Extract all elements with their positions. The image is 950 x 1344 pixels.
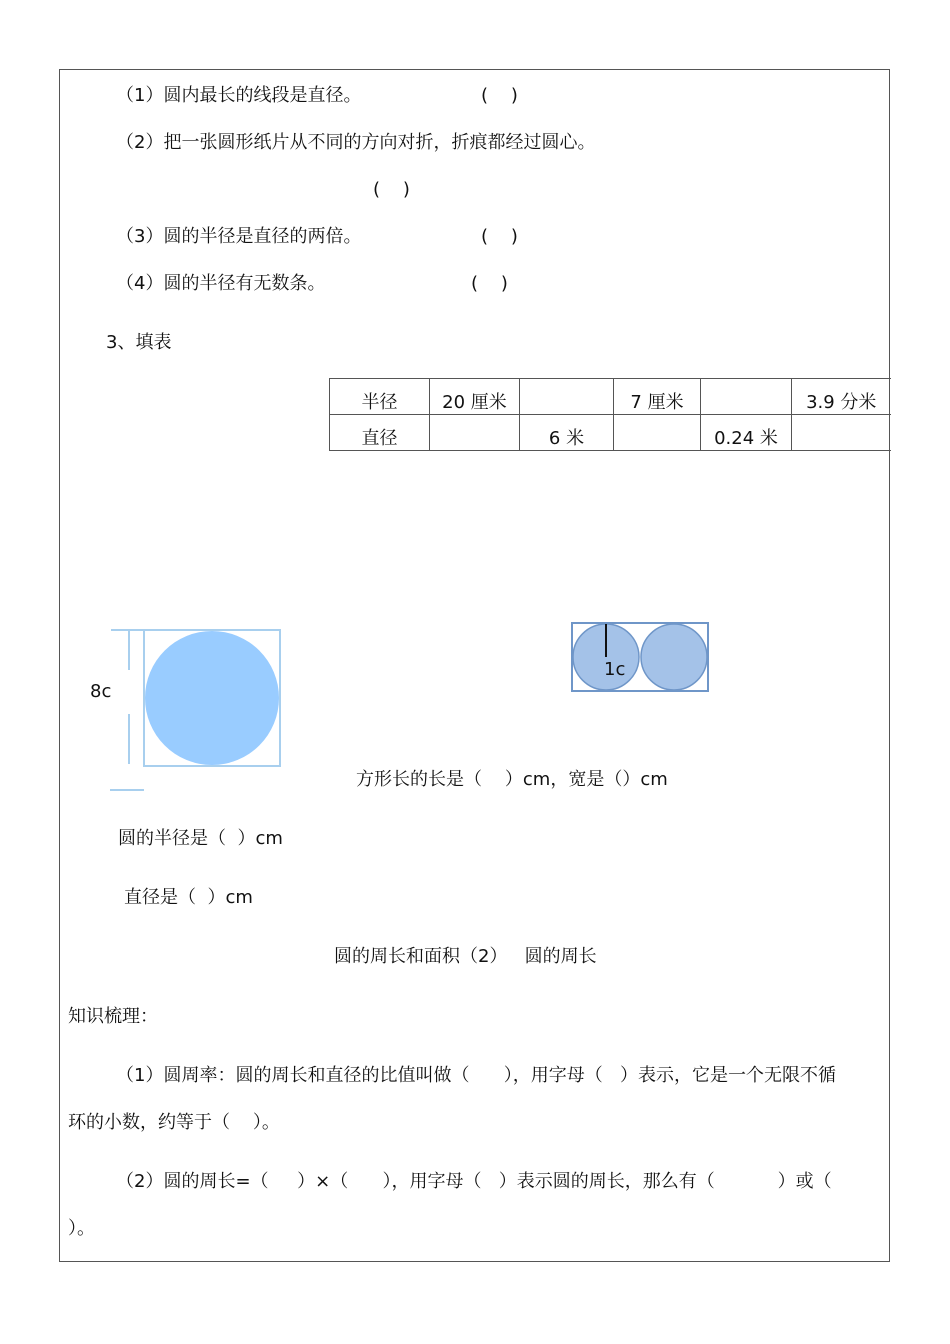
table-row-diameter [330,415,891,451]
judgement-q3: （3）圆的半径是直径的两倍。 [116,226,362,247]
knowledge-p2-line2: ）。 [68,1218,95,1239]
judgement-q2: （2）把一张圆形纸片从不同的方向对折，折痕都经过圆心。 [116,132,596,153]
table-row-radius [330,379,891,415]
table-cell: 20 厘米 [430,379,520,415]
radius-label: 1c [604,659,626,680]
radius-question: 圆的半径是（ ）cm [118,828,283,849]
side-length-label: 8c [90,681,112,702]
judgement-q3-answer[interactable]: ( ) [481,226,518,247]
section-3-title: 3、填表 [106,332,172,353]
table-cell-blank[interactable] [520,379,614,415]
fill-table [329,378,891,451]
table-cell: 7 厘米 [614,379,701,415]
judgement-q1: （1）圆内最长的线段是直径。 [116,85,362,106]
small-circle-right [641,624,707,690]
judgement-q4: （4）圆的半径有无数条。 [116,273,326,294]
table-cell: 0.24 米 [701,415,792,451]
table-cell: 直径 [330,415,430,451]
table-cell-blank[interactable] [701,379,792,415]
judgement-q2-answer[interactable]: ( ) [373,179,410,200]
knowledge-p2-line1: （2）圆的周长=（ ）×（ ），用字母（ ）表示圆的周长，那么有（ ）或（ [116,1171,832,1192]
circle-in-square-figure [80,620,300,800]
table-cell-blank[interactable] [792,415,891,451]
two-circles-in-rectangle-figure [560,615,720,705]
judgement-q4-answer[interactable]: ( ) [471,273,508,294]
judgement-q1-answer[interactable]: ( ) [481,85,518,106]
table-cell: 3.9 分米 [792,379,891,415]
rectangle-question: 方形长的长是（ ）cm，宽是（）cm [356,769,668,790]
table-cell: 6 米 [520,415,614,451]
table-cell-blank[interactable] [614,415,701,451]
knowledge-label: 知识梳理： [68,1006,158,1027]
knowledge-p1-line2: 环的小数，约等于（ ）。 [68,1112,280,1133]
knowledge-p1-line1: （1）圆周率：圆的周长和直径的比值叫做（ ），用字母（ ）表示，它是一个无限不循 [116,1065,836,1086]
big-circle [145,631,279,765]
table-cell: 半径 [330,379,430,415]
lesson-title: 圆的周长和面积（2） 圆的周长 [334,946,597,967]
diameter-question: 直径是（ ）cm [124,887,253,908]
table-cell-blank[interactable] [430,415,520,451]
